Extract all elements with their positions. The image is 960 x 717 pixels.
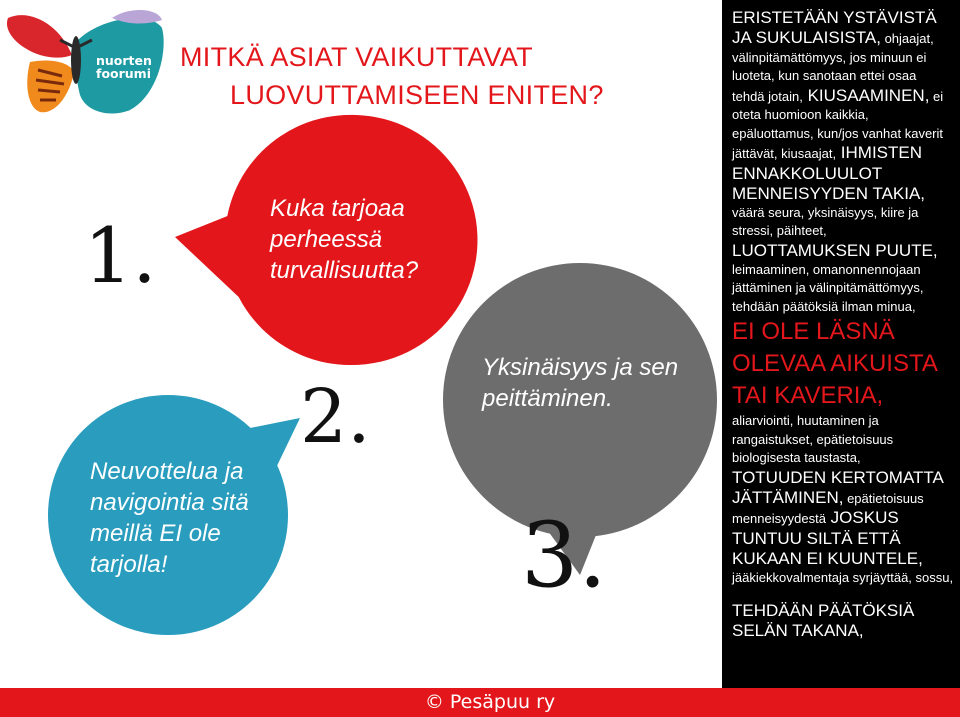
panel-line: stressi, päihteet, [732,223,827,238]
logo-line-2: foorumi [96,66,151,81]
panel-line: biologisesta taustasta, [732,450,861,465]
copyright-text: © Pesäpuu ry [424,691,556,713]
factors-panel [722,0,960,690]
panel-line: TEHDÄÄN PÄÄTÖKSIÄ [732,601,915,620]
panel-line: TUNTUU SILTÄ ETTÄ [732,528,901,548]
panel-line: menneisyydestä JOSKUS [732,508,899,527]
number-2: 2. [300,374,371,460]
panel-line: ERISTETÄÄN YSTÄVISTÄ [732,8,937,27]
panel-line: aliarviointi, huutaminen ja [732,413,879,428]
panel-line: SELÄN TAKANA, [732,621,864,640]
number-3: 3. [521,503,607,608]
panel-line: KUKAAN EI KUUNTELE, [732,548,923,568]
title-line-2: LUOVUTTAMISEEN ENITEN? [230,80,604,110]
panel-line: välinpitämättömyys, jos minuun ei [732,49,927,65]
panel-line: TOTUUDEN KERTOMATTA [732,467,944,487]
panel-line: oteta huomioon kaikkia, [732,107,869,122]
panel-line: leimaaminen, omanonnennojaan [732,261,921,277]
number-1: 1. [84,211,157,300]
factors-list [732,8,960,641]
title-line-1: MITKÄ ASIAT VAIKUTTAVAT [180,42,533,72]
panel-line: tehdä jotain, KIUSAAMINEN, ei [732,85,944,105]
panel-line: jättävät, kiusaajat, IHMISTEN [732,143,923,162]
panel-line: väärä seura, yksinäisyys, kiire ja [732,204,919,220]
panel-line: jättäminen ja välinpitämättömyys, [732,280,924,295]
panel-line: rangaistukset, epätietoisuus [732,431,894,447]
panel-line: ENNAKKOLUULOT [732,163,883,183]
panel-line: epäluottamus, kun/jos vanhat kaverit [732,125,944,141]
panel-line: LUOTTAMUKSEN PUUTE, [732,240,938,260]
footer-bar [0,688,960,717]
logo-line-1: nuorten [96,53,152,68]
panel-line: luoteta, kun sanotaan ettei osaa [732,68,917,83]
blue-bubble-text: Neuvottelua ja navigointia sitä meillä EI ole tarjolla! [90,458,249,578]
red-bubble-text: Kuka tarjoaa perheessä turvallisuutta? [270,195,419,284]
panel-line: jääkiekkovalmentaja syrjäyttää, sossu, [732,569,954,585]
panel-line: JÄTTÄMINEN, epätietoisuus [732,487,924,507]
panel-line-highlight: OLEVAA AIKUISTA [732,350,938,377]
panel-line-highlight: EI OLE LÄSNÄ [732,318,895,345]
panel-line: tehdään päätöksiä ilman minua, [732,298,916,314]
gray-bubble-text: Yksinäisyys ja sen peittäminen. [482,354,679,412]
panel-line: MENNEISYYDEN TAKIA, [732,183,926,203]
panel-line: JA SUKULAISISTA, ohjaajat, [732,28,934,47]
panel-line-highlight: TAI KAVERIA, [732,382,884,409]
